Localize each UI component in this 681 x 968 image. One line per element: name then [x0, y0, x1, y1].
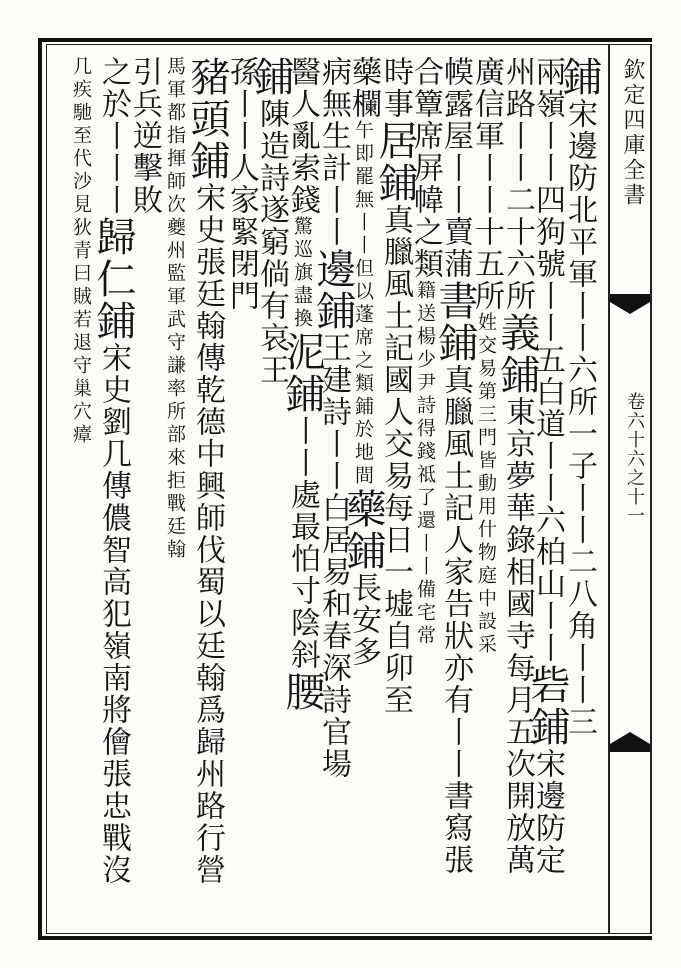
entry-heading: 鋪 [432, 322, 478, 364]
body-text: 真臘風土記人家告狀亦有丨丨書寫張 [438, 364, 473, 876]
body-text: 之於丨丨丨 [96, 56, 131, 216]
body-text: 王建詩丨丨白居易和春深詩官場 [316, 332, 351, 780]
body-text: 丨丨處最怕寸陰斜 [285, 415, 320, 671]
entry-heading: 歸 [90, 216, 136, 258]
book-title: 欽定四庫全書 [620, 58, 645, 208]
entry-heading: 腰 [279, 671, 325, 713]
text-column [556, 56, 602, 738]
body-text: 引兵逆擊敗 [127, 56, 162, 216]
body-text: 合簟席屏幃之類 [408, 56, 443, 280]
body-text: 真臘風土記國人交易每日一墟自卯至 [378, 204, 413, 716]
text-column [340, 56, 386, 668]
entry-heading: 鋪 [310, 290, 356, 332]
text-column [64, 56, 98, 447]
body-text: 時事 [378, 56, 413, 120]
body-text: 病無生計丨丨 [316, 56, 351, 248]
text-column [90, 56, 136, 886]
entry-heading: 居 [372, 120, 418, 162]
body-text: 宋史劉几傳儂智高犯嶺南將儈張忠戰沒 [96, 342, 131, 886]
entry-heading: 豬 [184, 56, 230, 98]
body-text: 驚巡旗盡換 [291, 216, 313, 331]
text-column [524, 56, 570, 876]
entry-heading: 鋪 [494, 354, 540, 396]
body-text: 馬軍都指揮師次夔州監軍武守謙率所部來拒戰廷翰 [164, 56, 186, 562]
text-column [127, 56, 161, 216]
text-column [494, 56, 540, 876]
body-text: 長安多 [346, 572, 381, 668]
body-text: 陳造詩遂窮倘有哀王 [254, 98, 289, 386]
body-text: 宋史張廷翰傳乾德中興師伐蜀以廷翰爲歸州路行營 [190, 182, 225, 886]
body-text: 兩嶺丨丨四狗號丨丨五白道丨丨六柏山丨丨 [530, 56, 565, 664]
fish-tail-mark-top [608, 292, 652, 316]
entry-heading: 頭 [184, 98, 230, 140]
body-text: 籍送楊少尹詩得錢祗了還丨丨備宅常 [414, 280, 436, 648]
entry-heading: 泥 [279, 331, 325, 373]
entry-heading: 鋪 [90, 300, 136, 342]
entry-heading: 藥 [340, 488, 386, 530]
text-column [372, 56, 418, 716]
body-text: 廣信軍丨丨十五所 [469, 56, 504, 312]
body-text: 藥欄 [346, 56, 381, 120]
body-text: 几疾馳至代沙見狄青曰賊若退守巢穴瘴 [70, 56, 92, 447]
text-column [184, 56, 230, 886]
entry-heading: 砦 [524, 664, 570, 706]
entry-heading: 鋪 [556, 56, 602, 98]
fish-tail-mark-bottom [608, 730, 652, 754]
entry-heading: 鋪 [184, 140, 230, 182]
entry-heading: 書 [432, 280, 478, 322]
entry-heading: 鋪 [248, 56, 294, 98]
body-text: 午即罷無丨丨但以蓬席之類鋪於地間 [352, 120, 374, 488]
text-column [248, 56, 294, 386]
body-text: 幙露屋丨丨賣蒲 [438, 56, 473, 280]
body-text: 州路丨丨二十六所 [500, 56, 535, 312]
body-text: 宋邊防定 [530, 748, 565, 876]
entry-heading: 鋪 [340, 530, 386, 572]
text-column [432, 56, 478, 876]
body-text: 宋邊防北平軍丨丨六所一子丨丨二八角丨丨三 [562, 98, 597, 738]
text-column [158, 56, 192, 562]
entry-heading: 邊 [310, 248, 356, 290]
entry-heading: 義 [494, 312, 540, 354]
body-text: 姓交易第三門皆動用什物庭中設采 [475, 312, 497, 657]
entry-heading: 鋪 [524, 706, 570, 748]
body-text: 東京夢華錄相國寺每月五次開放萬 [500, 396, 535, 876]
volume-label: 卷六十六之十一 [624, 392, 645, 525]
entry-heading: 仁 [90, 258, 136, 300]
body-text: 醫人亂索錢 [285, 56, 320, 216]
entry-heading: 鋪 [279, 373, 325, 415]
text-column [279, 56, 325, 713]
entry-heading: 鋪 [372, 162, 418, 204]
body-text: 孫丨丨人家緊閉門 [224, 56, 259, 312]
